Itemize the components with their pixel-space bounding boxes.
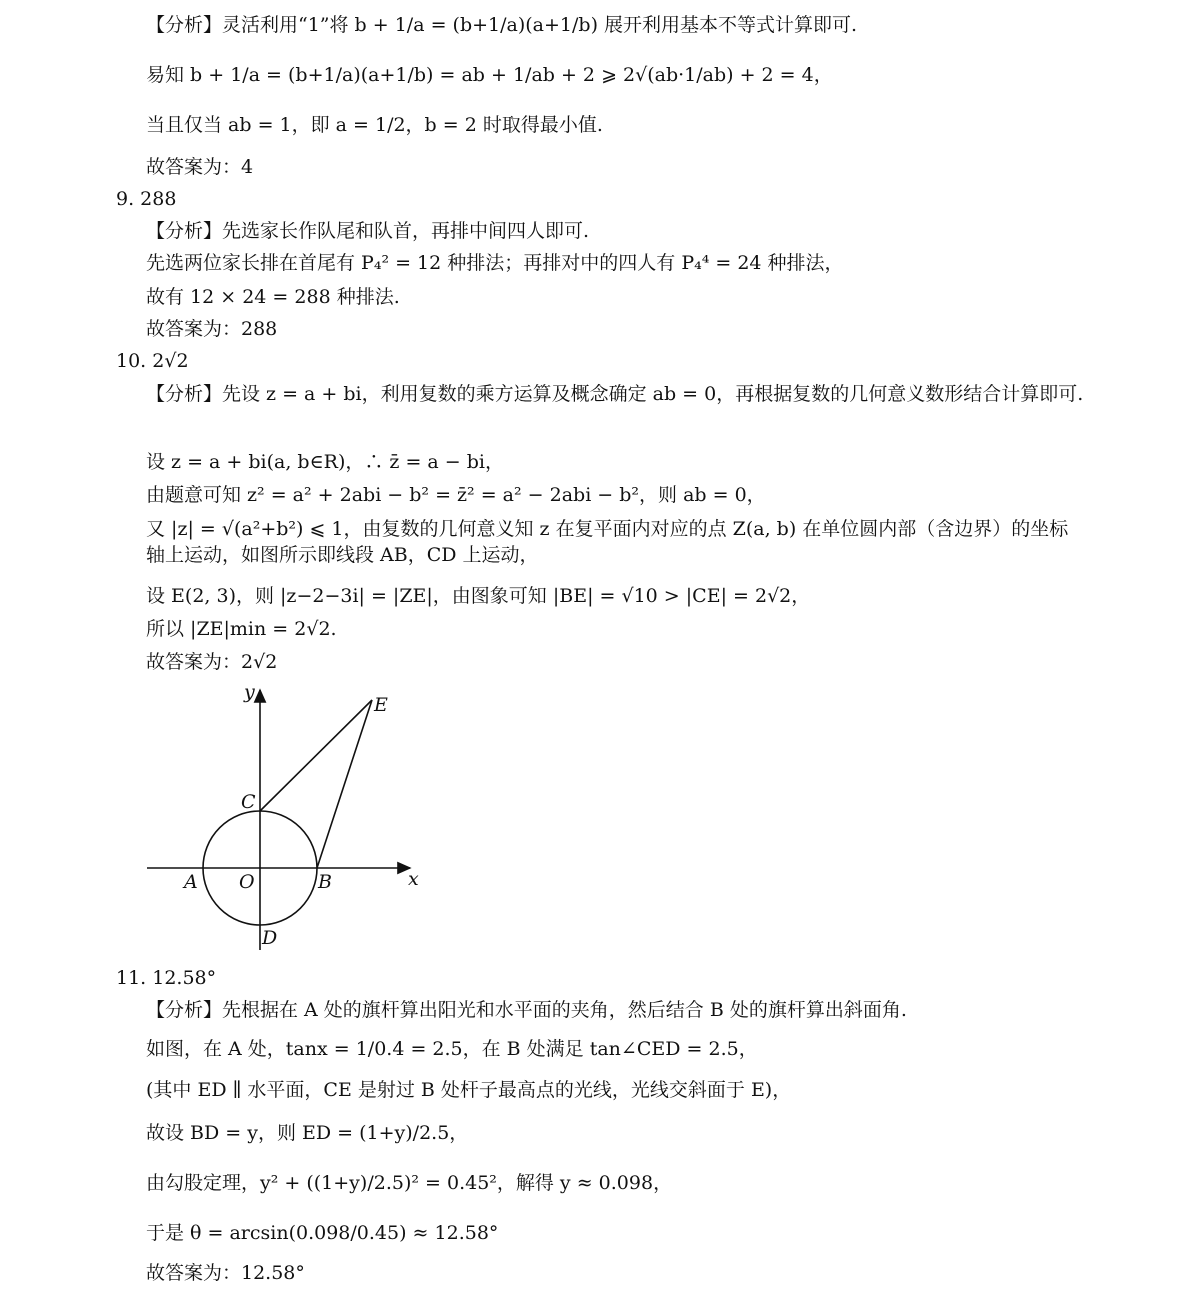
segment-be xyxy=(317,700,372,868)
equality-condition-line: 当且仅当 ab = 1，即 a = 1/2，b = 2 时取得最小值. xyxy=(146,114,603,136)
derivation-line-10a: 设 z = a + bi(a, b∈R)，∴ z̄ = a − bi， xyxy=(146,451,504,473)
unit-circle-figure xyxy=(140,678,430,958)
label-y: y xyxy=(244,681,255,703)
derivation-line-11a: 如图，在 A 处，tanx = 1/0.4 = 2.5，在 B 处满足 tan∠CED = 2.5， xyxy=(146,1038,758,1060)
label-d: D xyxy=(262,927,278,949)
answer-line-11: 故答案为：12.58° xyxy=(146,1262,305,1284)
derivation-line-10c: 又 |z| = √(a²+b²) ⩽ 1，由复数的几何意义知 z 在复平面内对应的点 Z(a, b) 在单位圆内部（含边界）的坐标轴上运动，如图所示即线段 AB，CD 上运动， xyxy=(146,518,1069,566)
derivation-line-11e: 于是 θ = arcsin(0.098/0.45) ≈ 12.58° xyxy=(146,1222,499,1244)
analysis-line-9: 【分析】先选家长作队尾和队首，再排中间四人即可. xyxy=(146,220,590,242)
derivation-line-11d: 由勾股定理，y² + ((1+y)/2.5)² = 0.45²，解得 y ≈ 0.098， xyxy=(146,1172,673,1194)
derivation-line-10b: 由题意可知 z² = a² + 2abi − b² = z̄² = a² − 2abi − b²，则 ab = 0， xyxy=(146,484,766,506)
label-o: O xyxy=(239,871,255,893)
label-e: E xyxy=(374,694,388,716)
derivation-line-1: 易知 b + 1/a = (b+1/a)(a+1/b) = ab + 1/ab + 2 ⩾ 2√(ab·1/ab) + 2 = 4， xyxy=(146,64,833,86)
label-x: x xyxy=(408,868,419,890)
derivation-line-11c: 故设 BD = y，则 ED = (1+y)/2.5， xyxy=(146,1122,469,1144)
label-c: C xyxy=(241,791,256,813)
question-11-heading: 11. 12.58° xyxy=(116,967,217,989)
analysis-line-1: 【分析】灵活利用“1”将 b + 1/a = (b+1/a)(a+1/b) 展开利用基本不等式计算即可. xyxy=(146,14,858,36)
answer-line-9: 故答案为：288 xyxy=(146,318,278,340)
derivation-line-9a: 先选两位家长排在首尾有 P₄² = 12 种排法；再排对中的四人有 P₄⁴ = 24 种排法， xyxy=(146,252,844,274)
analysis-line-11: 【分析】先根据在 A 处的旗杆算出阳光和水平面的夹角，然后结合 B 处的旗杆算出斜面角. xyxy=(146,999,907,1021)
label-b: B xyxy=(318,871,332,893)
analysis-line-10: 【分析】先设 z = a + bi，利用复数的乘方运算及概念确定 ab = 0，再根据复数的几何意义数形结合计算即可. xyxy=(146,383,1084,405)
answer-line-8: 故答案为：4 xyxy=(146,156,254,178)
derivation-line-11b: (其中 ED ∥ 水平面，CE 是射过 B 处杆子最高点的光线，光线交斜面于 E)， xyxy=(146,1079,792,1101)
derivation-line-9b: 故有 12 × 24 = 288 种排法. xyxy=(146,286,400,308)
segment-ce xyxy=(260,700,372,811)
label-a: A xyxy=(184,871,198,893)
question-10-heading: 10. 2√2 xyxy=(116,350,189,372)
answer-line-10: 故答案为：2√2 xyxy=(146,651,278,673)
question-9-heading: 9. 288 xyxy=(116,188,177,210)
derivation-line-10e: 所以 |ZE|min = 2√2. xyxy=(146,618,337,640)
derivation-line-10d: 设 E(2, 3)，则 |z−2−3i| = |ZE|，由图象可知 |BE| = √10 > |CE| = 2√2， xyxy=(146,585,811,607)
